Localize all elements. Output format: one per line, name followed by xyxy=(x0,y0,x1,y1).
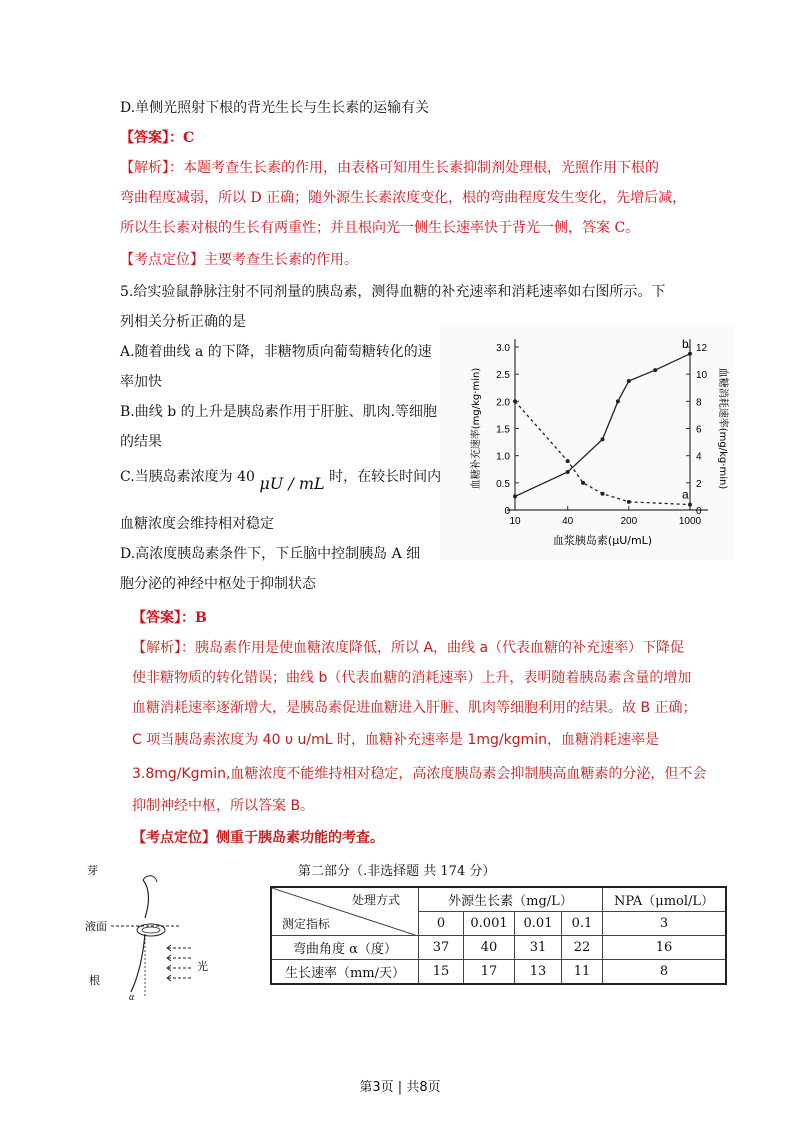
series-a-label: a xyxy=(682,487,689,502)
bud-stem xyxy=(143,880,149,918)
q5-analysis-line-3: 血糖消耗速率逐渐增大，是胰岛素促进血糖进入肝脏、肌肉等细胞利用的结果。故 B 正确； xyxy=(132,700,697,716)
header-index: 测定指标 xyxy=(282,917,331,931)
x-axis-label: 血浆胰岛素(μU/mL) xyxy=(552,534,653,547)
q5-analysis-line-4: C 项当胰岛素浓度为 40 υ u/mL 时，血糖补充速率是 1mg/kgmin，血糖消耗速率是 xyxy=(132,732,659,748)
header-iaa: 外源生长素（mg/L） xyxy=(419,887,603,912)
q5-option-b-line-2: 的结果 xyxy=(120,434,162,450)
table-cell: 22 xyxy=(562,936,603,960)
series-b-label: b xyxy=(682,336,689,351)
page-footer: 第3页 | 共8页 xyxy=(359,1080,441,1095)
series-b-point xyxy=(688,352,692,356)
q5-option-d-line-1: D.高浓度胰岛素条件下，下丘脑中控制胰岛 A 细 xyxy=(120,546,421,562)
q5-option-b-line-1: B.曲线 b 的上升是胰岛素作用于肝脏、肌肉.等细胞 xyxy=(120,404,438,420)
table-cell: 13 xyxy=(515,960,562,985)
q4-focus: 【考点定位】主要考查生长素的作用。 xyxy=(120,252,358,268)
x-tick-label: 40 xyxy=(562,516,574,527)
table-cell: 15 xyxy=(419,960,464,985)
light-label: 光 xyxy=(197,961,208,973)
y-left-tick-label: 1.5 xyxy=(496,424,510,436)
q5-focus: 【考点定位】侧重于胰岛素功能的考查。 xyxy=(132,830,384,846)
row-label: 弯曲角度 α（度） xyxy=(271,936,419,960)
q5-analysis-line-1: 【解析】：胰岛素作用是使血糖浓度降低，所以 A，曲线 a（代表血糖的补充速率）下降促 xyxy=(132,640,685,656)
y-axis-right-label: 血糖消耗速率(mg/kg·min) xyxy=(717,367,728,490)
liquid-surface-label: 液面 xyxy=(85,921,107,933)
header-method: 处理方式 xyxy=(351,893,400,907)
q5-stem-line-1: 5.给实验鼠静脉注射不同剂量的胰岛素，测得血糖的补充速率和消耗速率如右图所示。下 xyxy=(120,284,666,300)
q4-answer: 【答案】：C xyxy=(120,130,195,146)
series-b-point xyxy=(566,470,570,474)
conc-1: 0.001 xyxy=(464,912,515,936)
y-left-tick-label: 0.5 xyxy=(496,478,510,490)
y-right-tick-label: 6 xyxy=(696,424,702,436)
series-b-line xyxy=(515,354,690,497)
bud-label: 芽 xyxy=(87,865,98,877)
y-right-tick-label: 0 xyxy=(696,506,702,517)
table-cell: 8 xyxy=(603,960,727,985)
bud-tip xyxy=(143,876,157,882)
q5-analysis-line-2: 使非糖物质的转化错误；曲线 b（代表血糖的消耗速率）上升，表明随着胰岛素含量的增加 xyxy=(132,670,692,686)
series-a-point xyxy=(601,492,605,496)
light-arrows xyxy=(167,945,191,981)
x-tick-label: 200 xyxy=(620,516,638,527)
y-left-tick-label: 3.0 xyxy=(496,343,510,354)
row-label: 生长速率（mm/天） xyxy=(271,960,419,985)
x-tick-label: 1000 xyxy=(678,516,702,527)
root-bending-diagram xyxy=(85,860,255,1005)
q4-option-d: D.单侧光照射下根的背光生长与生长素的运输有关 xyxy=(120,100,430,116)
series-b-point xyxy=(601,437,605,441)
conc-4: 3 xyxy=(603,912,727,936)
part2-title: 第二部分（.非选择题 共 174 分） xyxy=(298,864,496,879)
y-left-tick-label: 2.0 xyxy=(496,397,510,409)
series-a-point xyxy=(513,399,517,403)
y-right-tick-label: 4 xyxy=(696,451,702,463)
conc-3: 0.1 xyxy=(562,912,603,936)
q5-option-c-prefix: C.当胰岛素浓度为 40 xyxy=(120,469,255,485)
series-b-point xyxy=(627,379,631,383)
q4-analysis-line-2: 弯曲程度减弱，所以 D 正确；随外源生长素浓度变化，根的弯曲程度发生变化，先增后减， xyxy=(120,190,687,206)
series-a-point xyxy=(581,481,585,485)
series-b-point xyxy=(513,494,517,498)
q5-analysis-line-6: 抑制神经中枢，所以答案 B。 xyxy=(132,798,315,814)
alpha-label: α xyxy=(129,992,135,1003)
y-left-tick-label: 1.0 xyxy=(496,451,510,463)
y-right-tick-label: 8 xyxy=(696,397,702,409)
q5-option-c-line-1 xyxy=(120,466,442,493)
table-cell: 17 xyxy=(464,960,515,985)
q4-analysis-line-3: 所以生长素对根的生长有两重性；并且根向光一侧生长速率快于背光一侧，答案 C。 xyxy=(120,220,640,236)
series-b-point xyxy=(616,399,620,403)
y-right-tick-label: 2 xyxy=(696,478,702,490)
series-b-point xyxy=(653,368,657,372)
q5-option-c-suffix: 时，在较长时间内 xyxy=(329,469,442,485)
table-cell: 11 xyxy=(562,960,603,985)
chart-series xyxy=(513,352,692,507)
header-npa: NPA（μmol/L） xyxy=(603,887,727,912)
table-header-diagonal xyxy=(271,887,419,936)
series-a-point xyxy=(627,500,631,504)
y-right-tick-label: 10 xyxy=(696,370,708,382)
table-row xyxy=(271,936,726,960)
q5-option-c-line-2: 血糖浓度会维持相对稳定 xyxy=(120,516,274,532)
table-row xyxy=(271,960,726,985)
q5-option-a-line-1: A.随着曲线 a 的下降，非糖物质向葡萄糖转化的速 xyxy=(120,344,432,360)
y-left-tick-label: 0 xyxy=(504,506,510,517)
x-tick-label: 10 xyxy=(509,516,521,527)
q5-stem-line-2: 列相关分析正确的是 xyxy=(120,314,246,330)
conc-2: 0.01 xyxy=(515,912,562,936)
q5-analysis-line-5: 3.8mg/Kgmin,血糖浓度不能维持相对稳定，高浓度胰岛素会抑制胰高血糖素的分泌，但不会 xyxy=(132,766,707,782)
y-left-tick-label: 2.5 xyxy=(496,370,510,382)
y-axis-left-label: 血糖补充速率(mg/kg·min) xyxy=(471,367,482,490)
series-a-line xyxy=(515,401,690,504)
conc-0: 0 xyxy=(419,912,464,936)
table-cell: 31 xyxy=(515,936,562,960)
q4-analysis-line-1: 【解析】：本题考查生长素的作用，由表格可知用生长素抑制剂处理根，光照作用下根的 xyxy=(120,160,659,176)
q5-option-d-line-2: 胞分泌的神经中枢处于抑制状态 xyxy=(120,576,316,592)
table-cell: 40 xyxy=(464,936,515,960)
table-cell: 37 xyxy=(419,936,464,960)
q5-option-a-line-2: 率加快 xyxy=(120,374,162,390)
growth-hormone-table xyxy=(270,886,727,985)
y-right-tick-label: 12 xyxy=(696,343,708,354)
table-cell: 16 xyxy=(603,936,727,960)
q5-answer: 【答案】：B xyxy=(132,610,207,626)
insulin-glucose-chart xyxy=(440,325,735,560)
series-a-point xyxy=(688,503,692,507)
chart-axes xyxy=(507,336,708,510)
series-a-point xyxy=(566,459,570,463)
root-curve xyxy=(131,934,145,992)
q5-option-c-unit: μU / mL xyxy=(259,474,325,493)
root-label: 根 xyxy=(89,975,100,987)
